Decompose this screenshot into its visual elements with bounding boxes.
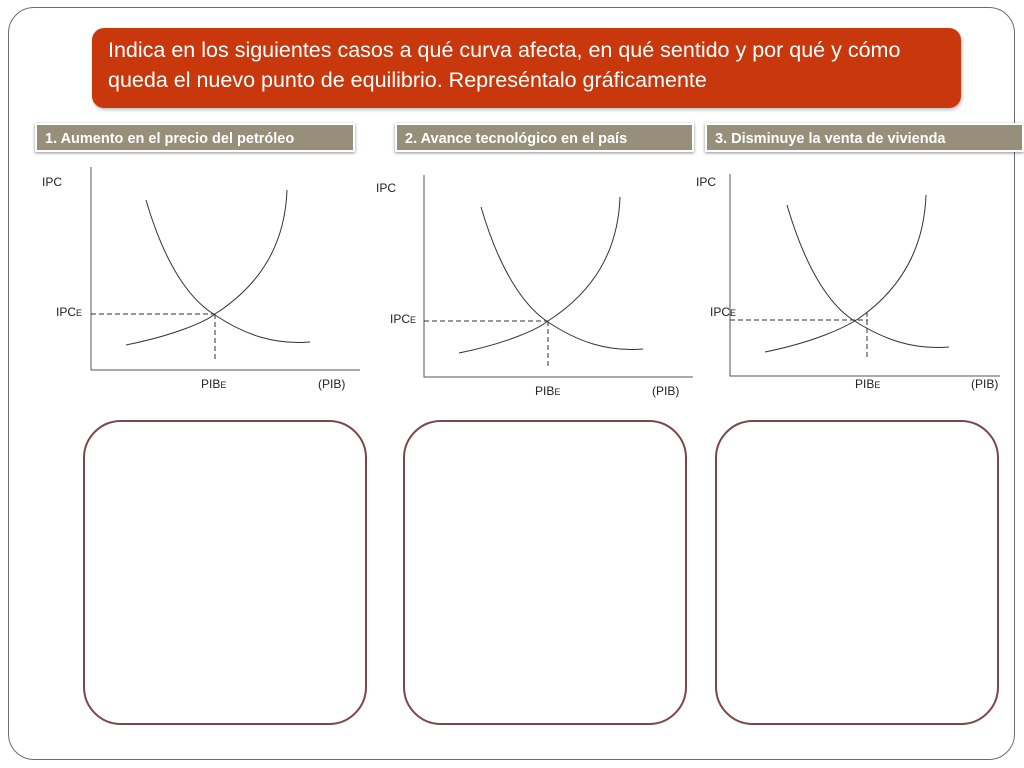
diagram-1-equilibrium-price-label: IPCE bbox=[56, 305, 83, 319]
diagram-3-equilibrium-price-label: IPCE bbox=[710, 305, 737, 319]
case-1-label: 1. Aumento en el precio del petróleo bbox=[35, 123, 355, 152]
diagram-1-y-axis-label: IPC bbox=[42, 175, 63, 189]
diagram-1-x-axis-label: (PIB) bbox=[318, 377, 346, 391]
diagram-2-demand-curve bbox=[481, 207, 643, 350]
instructions-title: Indica en los siguientes casos a qué curva afecta, en qué sentido y por qué y cómo queda el nuevo punto de equilibrio. Represéntalo gráficamente bbox=[92, 28, 961, 108]
diagram-3-demand-curve bbox=[787, 205, 949, 348]
diagram-1-equilibrium-output-label: PIBE bbox=[201, 377, 227, 391]
diagram-2 bbox=[376, 175, 693, 398]
diagram-3-axes bbox=[730, 174, 1000, 376]
diagram-2-supply-curve bbox=[459, 197, 620, 353]
diagram-1-demand-curve bbox=[146, 200, 310, 343]
diagram-3-x-axis-label: (PIB) bbox=[971, 377, 999, 391]
diagram-3-y-axis-label: IPC bbox=[696, 175, 717, 189]
diagram-3 bbox=[696, 174, 1000, 391]
diagram-2-equilibrium-output-label: PIBE bbox=[535, 384, 561, 398]
diagram-2-equilibrium-price-label: IPCE bbox=[390, 312, 417, 326]
case-3-answer-box[interactable] bbox=[715, 420, 999, 725]
diagram-1-axes bbox=[91, 167, 360, 370]
diagram-2-x-axis-label: (PIB) bbox=[652, 384, 680, 398]
case-1-answer-box[interactable] bbox=[83, 420, 367, 725]
diagram-2-y-axis-label: IPC bbox=[376, 181, 397, 195]
case-2-label: 2. Avance tecnológico en el país bbox=[395, 123, 694, 152]
diagram-3-supply-curve bbox=[765, 195, 926, 352]
diagram-1 bbox=[42, 167, 360, 391]
case-3-label: 3. Disminuye la venta de vivienda bbox=[705, 123, 1024, 152]
diagram-2-axes bbox=[424, 175, 693, 377]
diagram-3-equilibrium-output-label: PIBE bbox=[855, 377, 881, 391]
case-2-answer-box[interactable] bbox=[403, 420, 687, 725]
